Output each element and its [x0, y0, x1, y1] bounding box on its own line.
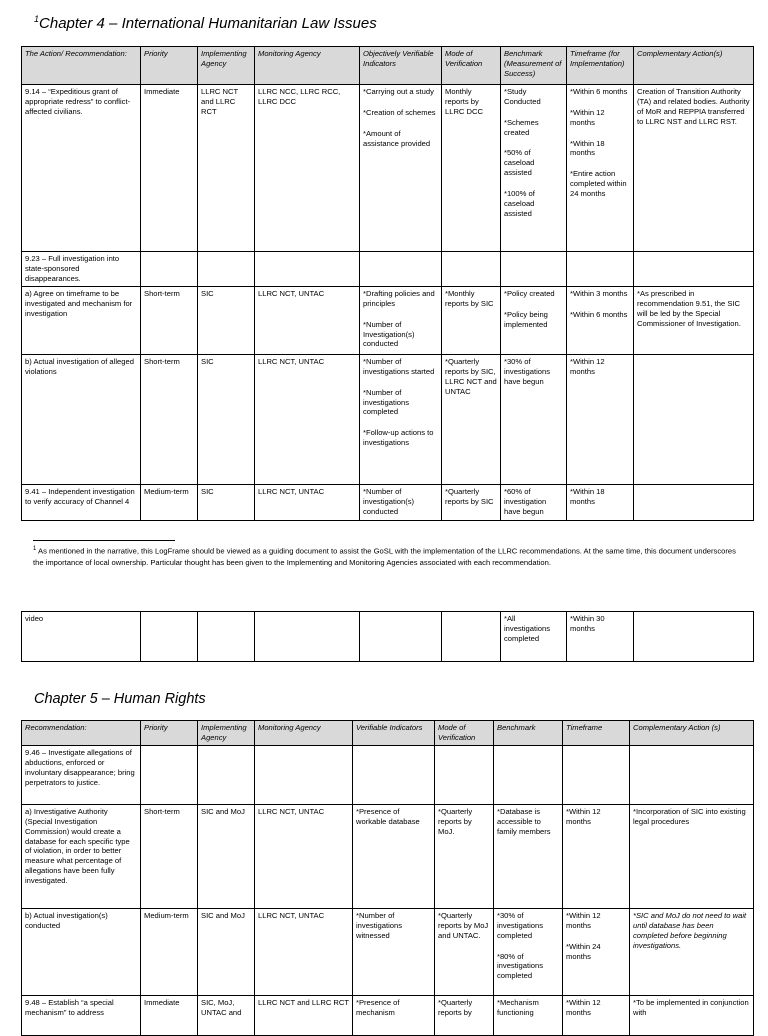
cell-entry: *Carrying out a study: [363, 87, 434, 96]
priority-cell: [141, 746, 198, 805]
cell-entry: *As prescribed in recommendation 9.51, the SIC will be led by the Special Commissioner of Investigation.: [637, 289, 741, 328]
indicators-cell: [353, 909, 435, 996]
action-cell: 9.23 – Full investigation into state-sponsored disappearances.: [22, 252, 141, 287]
footnote-text: As mentioned in the narrative, this LogFrame should be viewed as a guiding document to assist the GoSL with the implementation of the LLRC recommendations. At the same time, this document underscores the importance of local ownership. Particular thought has been given to the Implementing and Monitoring Agencies associated with each recommendation.: [33, 546, 736, 568]
verification-cell: [442, 485, 501, 521]
table-row: [22, 909, 754, 996]
implementing-agency-cell: SIC and MoJ: [198, 805, 255, 909]
cell-entry: *Monthly reports by SIC: [445, 289, 494, 308]
action-cell: 9.48 – Establish “a special mechanism” to address: [22, 996, 141, 1036]
benchmark-cell: [501, 287, 567, 355]
timeframe-cell: [567, 355, 634, 485]
implementing-agency-cell: SIC and MoJ: [198, 909, 255, 996]
chapter4-title-text: Chapter 4 – International Humanitarian Law Issues: [39, 15, 377, 32]
cell-entry: *100% of caseload assisted: [504, 189, 535, 218]
complementary-action-cell: [630, 805, 754, 909]
complementary-action-cell: [634, 85, 754, 252]
chapter5-table: [21, 720, 754, 1036]
cell-entry: *Schemes created: [504, 117, 539, 137]
monitoring-agency-cell: LLRC NCT, UNTAC: [255, 287, 360, 355]
cell-entry: *Creation of schemes: [363, 107, 436, 117]
action-cell: a) Agree on timeframe to be investigated and mechanism for investigation: [22, 287, 141, 355]
cell-entry: *SIC and MoJ do not need to wait until database has been completed before beginning investigations.: [633, 911, 747, 950]
cell-entry: *Within 6 months: [570, 87, 628, 96]
verification-cell: [442, 287, 501, 355]
footnote-separator: [33, 540, 175, 541]
cell-entry: *Follow-up actions to investigations: [363, 428, 434, 448]
cell-entry: Monthly reports by LLRC DCC: [445, 87, 483, 116]
column-header: Benchmark (Measurement of Success): [501, 47, 567, 85]
cell-entry: *Number of investigations started: [363, 357, 435, 376]
verification-cell: [435, 996, 494, 1036]
cell-entry: *Policy created: [504, 289, 555, 298]
cell-entry: *Entire action completed within 24 months: [570, 169, 627, 199]
priority-cell: Short-term: [141, 287, 198, 355]
cell-entry: *Within 3 months: [570, 289, 628, 298]
timeframe-cell: [563, 746, 630, 805]
priority-cell: Medium-term: [141, 485, 198, 521]
verification-cell: [442, 612, 501, 662]
cell-entry: *Database is accessible to family members: [497, 807, 551, 836]
cell-entry: *60% of investigation have begun: [504, 487, 547, 516]
action-cell: video: [22, 612, 141, 662]
indicators-cell: [353, 996, 435, 1036]
action-cell: a) Investigative Authority (Special Investigation Commission) would create a database for each specific type of violation, in order to better measure what percentage of allegations have been fully investigated.: [22, 805, 141, 909]
complementary-action-cell: [630, 996, 754, 1036]
action-cell: 9.41 – Independent investigation to verify accuracy of Channel 4: [22, 485, 141, 521]
timeframe-cell: [567, 612, 634, 662]
monitoring-agency-cell: LLRC NCT, UNTAC: [255, 805, 353, 909]
column-header: Timeframe: [563, 721, 630, 746]
table-row: [22, 805, 754, 909]
table-row: [22, 252, 754, 287]
implementing-agency-cell: SIC: [198, 355, 255, 485]
monitoring-agency-cell: LLRC NCT and LLRC RCT: [255, 996, 353, 1036]
cell-entry: *Mechanism functioning: [497, 998, 539, 1017]
cell-entry: *Quarterly reports by: [438, 998, 473, 1017]
complementary-action-cell: [630, 746, 754, 805]
monitoring-agency-cell: LLRC NCT, UNTAC: [255, 485, 360, 521]
implementing-agency-cell: SIC: [198, 485, 255, 521]
cell-entry: *Within 18 months: [570, 487, 605, 506]
timeframe-cell: [567, 485, 634, 521]
cell-entry: *Number of investigation(s) conducted: [363, 487, 415, 516]
verification-cell: [435, 746, 494, 805]
complementary-action-cell: [634, 612, 754, 662]
continuation-table: [21, 611, 754, 662]
implementing-agency-cell: SIC, MoJ, UNTAC and: [198, 996, 255, 1036]
column-header: The Action/ Recommendation:: [22, 47, 141, 85]
implementing-agency-cell: LLRC NCT and LLRC RCT: [198, 85, 255, 252]
column-header: Objectively Verifiable Indicators: [360, 47, 442, 85]
chapter4-table: [21, 46, 754, 521]
benchmark-cell: [501, 85, 567, 252]
benchmark-cell: [501, 252, 567, 287]
benchmark-cell: [494, 805, 563, 909]
indicators-cell: [360, 287, 442, 355]
cell-entry: *Incorporation of SIC into existing legal procedures: [633, 807, 746, 826]
verification-cell: [442, 85, 501, 252]
verification-cell: [435, 909, 494, 996]
priority-cell: Short-term: [141, 805, 198, 909]
indicators-cell: [360, 252, 442, 287]
timeframe-cell: [563, 909, 630, 996]
priority-cell: Medium-term: [141, 909, 198, 996]
complementary-action-cell: [634, 287, 754, 355]
cell-entry: *To be implemented in conjunction with: [633, 998, 749, 1017]
column-header: Recommendation:: [22, 721, 141, 746]
timeframe-cell: [563, 805, 630, 909]
column-header: Monitoring Agency: [255, 47, 360, 85]
benchmark-cell: [501, 612, 567, 662]
action-cell: 9.14 – “Expeditious grant of appropriate redress” to conflict-affected civilians.: [22, 85, 141, 252]
table-row: [22, 355, 754, 485]
timeframe-cell: [567, 252, 634, 287]
timeframe-cell: [567, 85, 634, 252]
footnote-marker: 1: [34, 14, 40, 24]
table-row: [22, 85, 754, 252]
cell-entry: *30% of investigations completed: [497, 911, 544, 940]
priority-cell: [141, 252, 198, 287]
action-cell: 9.46 – Investigate allegations of abductions, enforced or involuntary disappearance; bring perpetrators to justice.: [22, 746, 141, 805]
cell-entry: *Within 12 months: [570, 107, 605, 127]
benchmark-cell: [501, 485, 567, 521]
table-row: [22, 612, 754, 662]
action-cell: b) Actual investigation(s) conducted: [22, 909, 141, 996]
table-header-row: [22, 47, 754, 85]
column-header: Priority: [141, 721, 198, 746]
column-header: Implementing Agency: [198, 47, 255, 85]
cell-entry: *Number of Investigation(s) conducted: [363, 319, 415, 349]
indicators-cell: [360, 612, 442, 662]
cell-entry: *Within 6 months: [570, 309, 628, 319]
cell-entry: *50% of caseload assisted: [504, 148, 535, 178]
complementary-action-cell: [634, 485, 754, 521]
priority-cell: Short-term: [141, 355, 198, 485]
cell-entry: *Drafting policies and principles: [363, 289, 435, 308]
cell-entry: *Quarterly reports by SIC: [445, 487, 494, 506]
cell-entry: *Quarterly reports by SIC, LLRC NCT and UNTAC: [445, 357, 497, 396]
table-row: [22, 996, 754, 1036]
timeframe-cell: [563, 996, 630, 1036]
benchmark-cell: [494, 909, 563, 996]
cell-entry: *Number of investigations completed: [363, 387, 410, 417]
monitoring-agency-cell: [255, 612, 360, 662]
cell-entry: *Number of investigations witnessed: [356, 911, 403, 940]
indicators-cell: [353, 746, 435, 805]
cell-entry: *30% of investigations have begun: [504, 357, 551, 386]
column-header: Monitoring Agency: [255, 721, 353, 746]
cell-entry: *Within 24 months: [566, 941, 601, 961]
footnote: [33, 545, 738, 569]
column-header: Timeframe (for Implementation): [567, 47, 634, 85]
table-row: [22, 287, 754, 355]
benchmark-cell: [501, 355, 567, 485]
column-header: Mode of Verification: [442, 47, 501, 85]
column-header: Complementary Action (s): [630, 721, 754, 746]
action-cell: b) Actual investigation of alleged violations: [22, 355, 141, 485]
cell-entry: *Presence of workable database: [356, 807, 420, 826]
column-header: Priority: [141, 47, 198, 85]
cell-entry: Creation of Transition Authority (TA) and related bodies. Authority of MoR and REPPIA transferred to LLRC NST and LLRC RST.: [637, 87, 750, 126]
complementary-action-cell: [630, 909, 754, 996]
cell-entry: *Amount of assistance provided: [363, 128, 431, 148]
implementing-agency-cell: SIC: [198, 287, 255, 355]
table-header-row: [22, 721, 754, 746]
cell-entry: *Within 30 months: [570, 614, 605, 633]
implementing-agency-cell: [198, 612, 255, 662]
cell-entry: *Quarterly reports by MoJ.: [438, 807, 473, 836]
benchmark-cell: [494, 746, 563, 805]
complementary-action-cell: [634, 355, 754, 485]
cell-entry: *All investigations completed: [504, 614, 551, 643]
cell-entry: *Within 12 months: [570, 357, 605, 376]
indicators-cell: [360, 85, 442, 252]
column-header: Complementary Action(s): [634, 47, 754, 85]
table-row: [22, 746, 754, 805]
monitoring-agency-cell: LLRC NCT, UNTAC: [255, 909, 353, 996]
chapter5-title: Chapter 5 – Human Rights: [34, 691, 206, 707]
cell-entry: *Within 18 months: [570, 138, 605, 158]
monitoring-agency-cell: [255, 252, 360, 287]
implementing-agency-cell: [198, 252, 255, 287]
cell-entry: *Within 12 months: [566, 807, 601, 826]
indicators-cell: [353, 805, 435, 909]
column-header: Implementing Agency: [198, 721, 255, 746]
complementary-action-cell: [634, 252, 754, 287]
column-header: Benchmark: [494, 721, 563, 746]
verification-cell: [442, 252, 501, 287]
cell-entry: *Within 12 months: [566, 998, 601, 1017]
column-header: Verifiable Indicators: [353, 721, 435, 746]
chapter4-title: [34, 14, 377, 32]
priority-cell: Immediate: [141, 996, 198, 1036]
verification-cell: [442, 355, 501, 485]
priority-cell: Immediate: [141, 85, 198, 252]
cell-entry: *80% of investigations completed: [497, 951, 544, 981]
verification-cell: [435, 805, 494, 909]
priority-cell: [141, 612, 198, 662]
monitoring-agency-cell: [255, 746, 353, 805]
indicators-cell: [360, 485, 442, 521]
monitoring-agency-cell: LLRC NCT, UNTAC: [255, 355, 360, 485]
table-row: [22, 485, 754, 521]
monitoring-agency-cell: LLRC NCC, LLRC RCC, LLRC DCC: [255, 85, 360, 252]
implementing-agency-cell: [198, 746, 255, 805]
cell-entry: *Within 12 months: [566, 911, 601, 930]
cell-entry: *Quarterly reports by MoJ and UNTAC.: [438, 911, 489, 940]
footnote-marker: 1: [33, 546, 37, 552]
indicators-cell: [360, 355, 442, 485]
cell-entry: *Policy being implemented: [504, 309, 548, 329]
timeframe-cell: [567, 287, 634, 355]
column-header: Mode of Verification: [435, 721, 494, 746]
benchmark-cell: [494, 996, 563, 1036]
cell-entry: *Presence of mechanism: [356, 998, 400, 1017]
cell-entry: *Study Conducted: [504, 87, 541, 106]
